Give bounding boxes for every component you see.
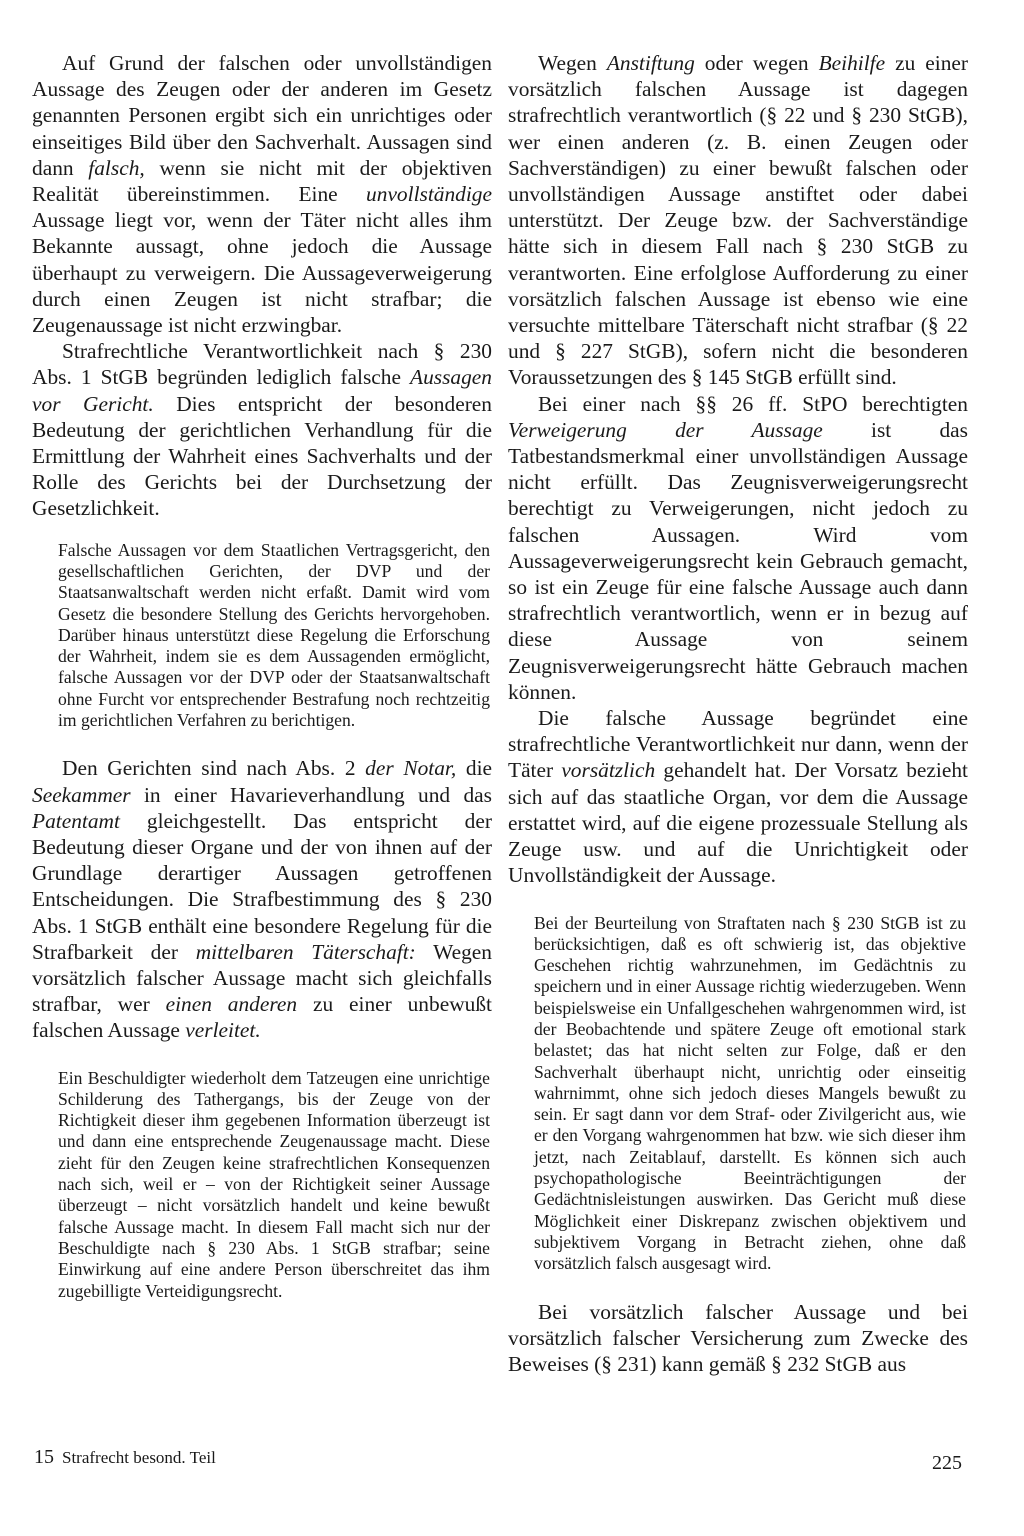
paragraph: Strafrechtliche Verantwortlichkeit nach § 230 Abs. 1 StGB begründen lediglich falsche Aussagen vor Gericht. Dies entspricht der besonderen Bedeutung der gerichtlichen Verhandlung für die Ermittlung der Wahrheit eines Sachverhalts und der Rolle des Gerichts bei der Durchsetzung der Gesetzlichkeit. (32, 339, 493, 521)
paragraph: Den Gerichten sind nach Abs. 2 der Notar, die Seekammer in einer Havarieverhandlung und das Patentamt gleichgestellt. Das entspricht der Bedeutung dieser Organe und der von ihnen auf der Grundlage derartiger Aussagen getroffenen Entscheidungen. Die Strafbestimmung des § 230 Abs. 1 StGB enthält eine besondere Regelung für die Strafbarkeit der mittelbaren Täterschaft: Wegen vorsätzlich falscher Aussage macht sich gleichfalls strafbar, wer einen anderen zu einer unbewußt falschen Aussage verleitet. (32, 756, 493, 1043)
book-title: Strafrecht besond. Teil (62, 1448, 216, 1467)
paragraph: Die falsche Aussage begründet eine strafrechtliche Verantwortlichkeit nur dann, wenn der Täter vorsätzlich gehandelt hat. Der Vorsatz bezieht sich auf das staatliche Organ, vor dem die Aussage erstattet wird, auf die eigene prozessuale Stellung als Zeuge usw. und auf die Unrichtigkeit oder Unvollständigkeit der Aussage. (508, 706, 968, 888)
footer-signature (34, 1446, 216, 1469)
note-block: Falsche Aussagen vor dem Staatlichen Vertragsgericht, den gesellschaftlichen Gerichten, der DVP und der Staatsanwaltschaft werden nicht erfaßt. Damit wird vom Gesetz die besondere Stellung des Gerichts hervorgehoben. Darüber hinaus unterstützt diese Regelung die Erforschung der Wahrheit, indem sie es dem Aussagenden ermöglicht, falsche Aussagen vor der DVP oder der Staatsanwaltschaft ohne Furcht vor entsprechender Bestrafung noch rechtzeitig im gerichtlichen Verfahren zu berichtigen. (58, 539, 490, 731)
paragraph: Wegen Anstiftung oder wegen Beihilfe zu einer vorsätzlich falschen Aussage ist dagegen strafrechtlich verantwortlich (§ 22 und § 230 StGB), wer einen anderen (z. B. einen Zeugen oder Sachverständigen) zu einer bewußt falschen oder unvollständigen Aussage anstiftet oder dabei unterstützt. Der Zeuge bzw. der Sachverständige hätte sich in diesem Fall nach § 230 StGB zu verantworten. Eine erfolglose Aufforderung zu einer vorsätzlich falschen Aussage ist ebenso wie eine versuchte mittelbare Täterschaft nicht strafbar (§ 22 und § 227 StGB), sofern nicht die besonderen Voraussetzungen des § 145 StGB erfüllt sind. (508, 51, 969, 390)
note-block: Ein Beschuldigter wiederholt dem Tatzeugen eine unrichtige Schilderung des Tathergangs, bis der Zeuge von der Richtigkeit dieser ihm gegebenen Information überzeugt ist und dann eine entsprechende Zeugenaussage macht. Diese zieht für den Zeugen keine strafrechtlichen Konsequenzen nach sich, weil er – von der Richtigkeit seiner Aussage überzeugt – nicht vorsätzlich handelt und keine bewußt falsche Aussage macht. In diesem Fall macht sich nur der Beschuldigte nach § 230 Abs. 1 StGB strafbar; seine Einwirkung auf eine andere Person überschreitet das ihm zugebilligte Verteidigungsrecht. (58, 1067, 490, 1301)
left-column (32, 50, 492, 1302)
note-block: Bei der Beurteilung von Straftaten nach § 230 StGB ist zu berücksichtigen, daß es oft schwierig ist, das objektive Geschehen richtig wahrzunehmen, im Gedächtnis zu speichern und in einer Aussage richtig wiederzugeben. Wenn beispielsweise ein Unfallgeschehen wahrgenommen wird, ist der Beobachtende und spätere Zeuge oft emotional stark belastet; das hat nicht selten zur Folge, daß er den Sachverhalt überhaupt nicht, unrichtig oder einseitig wahrnimmt, ohne sich jedoch dieses Mangels bewußt zu sein. Er sagt dann vor dem Straf- oder Zivilgericht aus, wie er den Vorgang wahrgenommen hat bzw. wie sich dieser ihm jetzt, nach Zeitablauf, darstellt. Es können sich auch psychopathologische Beeinträchtigungen der Gedächtnisleistungen auswirken. Das Gericht muß diese Möglichkeit einer Diskrepanz zwischen objektivem und subjektivem Vorgang in Betracht ziehen, ohne daß vorsätzlich falsch ausgesagt wird. (534, 912, 966, 1274)
page-number: 225 (932, 1452, 962, 1474)
paragraph: Auf Grund der falschen oder unvollständigen Aussage des Zeugen oder der anderen im Gesetz genannten Personen ergibt sich ein unrichtiges oder einseitiges Bild über den Sachverhalt. Aussagen sind dann falsch, wenn sie nicht mit der objektiven Realität übereinstimmen. Eine unvollständige Aussage liegt vor, wenn der Täter nicht alles ihm Bekannte aussagt, ohne jedoch die Aussage überhaupt zu verweigern. Die Aussageverweigerung durch einen Zeugen ist nicht strafbar; die Zeugenaussage ist nicht erzwingbar. (32, 51, 492, 338)
sheet-number: 15 (34, 1446, 54, 1468)
right-column (508, 50, 968, 1377)
paragraph: Bei vorsätzlich falscher Aussage und bei vorsätzlich falscher Versicherung zum Zwecke des Beweises (§ 231) kann gemäß § 232 StGB aus (508, 1299, 968, 1376)
paragraph: Bei einer nach §§ 26 ff. StPO berechtigten Verweigerung der Aussage ist das Tatbestandsmerkmal einer unvollständigen Aussage nicht erfüllt. Das Zeugnisverweigerungsrecht berechtigt zu Verweigerungen, nicht jedoch zu falschen Aussagen. Wird vom Aussageverweigerungsrecht kein Gebrauch gemacht, so ist ein Zeuge für eine falsche Aussage auch dann strafrechtlich verantwortlich, wenn er in bezug auf diese Aussage von seinem Zeugnisverweigerungsrecht hätte Gebrauch machen können. (508, 391, 969, 704)
